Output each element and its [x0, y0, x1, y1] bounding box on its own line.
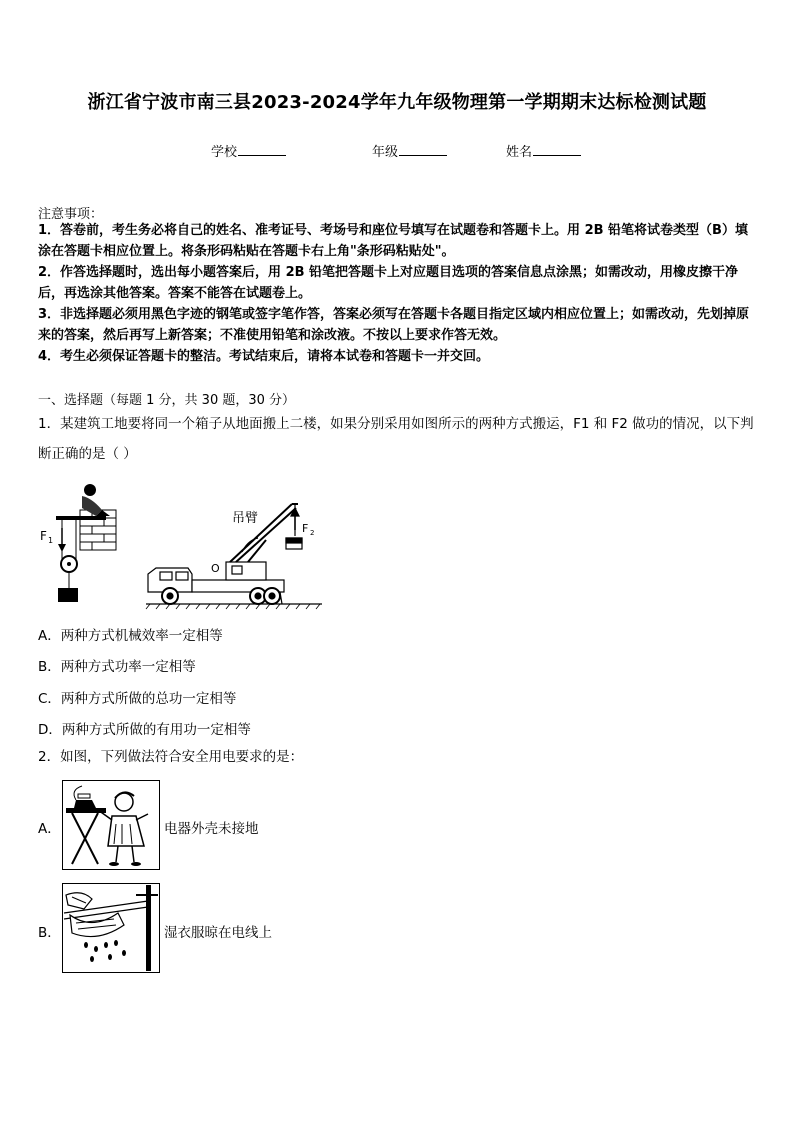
- q2-option-b-letter: B．: [38, 925, 61, 941]
- school-label: 学校: [211, 145, 238, 160]
- q1-option-a: A．两种方式机械效率一定相等: [38, 628, 223, 644]
- ironing-image: [62, 780, 160, 870]
- f1-label: F: [40, 529, 47, 543]
- q2-option-a-letter: A．: [38, 821, 61, 837]
- page-title: 浙江省宁波市南三县2023-2024学年九年级物理第一学期期末达标检测试题: [87, 92, 707, 113]
- pivot-label: O: [211, 562, 220, 575]
- note-item: 1．答卷前，考生务必将自己的姓名、准考证号、考场号和座位号填写在试题卷和答题卡上。用 2B 铅笔将试卷类型（B）填涂在答题卡相应位置上。将条形码粘贴在答题卡右上角"条形码粘贴处"。: [38, 223, 748, 259]
- section-heading: 一、选择题（每题 1 分，共 30 题，30 分）: [38, 393, 296, 408]
- wet-clothes-image: [62, 883, 160, 973]
- q1-option-c: C．两种方式所做的总功一定相等: [38, 691, 237, 707]
- school-blank: [238, 143, 286, 156]
- grade-label: 年级: [372, 145, 399, 160]
- notes-heading: 注意事项：: [38, 207, 104, 222]
- f2-label: F: [302, 522, 309, 535]
- boom-label: 吊臂: [232, 511, 259, 526]
- name-label: 姓名: [506, 145, 533, 160]
- grade-blank: [399, 143, 447, 156]
- note-item: 2．作答选择题时，选出每小题答案后，用 2B 铅笔把答题卡上对应题目选项的答案信息点涂黑；如需改动，用橡皮擦干净后，再选涂其他答案。答案不能答在试题卷上。: [38, 265, 739, 301]
- q1-option-b: B．两种方式功率一定相等: [38, 659, 196, 675]
- q1-figure: [36, 480, 326, 610]
- name-blank: [533, 143, 581, 156]
- school-field: [211, 141, 286, 160]
- q2-option-b-text: 湿衣服晾在电线上: [164, 925, 272, 941]
- name-field: [506, 141, 581, 160]
- q2-option-a-text: 电器外壳未接地: [164, 821, 259, 837]
- f2-subscript: 2: [310, 529, 315, 537]
- question-2-stem: 2．如图，下列做法符合安全用电要求的是：: [38, 749, 304, 765]
- note-item: 4．考生必须保证答题卡的整洁。考试结束后，请将本试卷和答题卡一并交回。: [38, 349, 490, 364]
- pulley-scene: [40, 484, 116, 602]
- grade-field: [372, 141, 447, 160]
- q1-option-d: D．两种方式所做的有用功一定相等: [38, 722, 251, 738]
- f1-subscript: 1: [48, 536, 54, 545]
- question-1-stem: 1．某建筑工地要将同一个箱子从地面搬上二楼，如果分别采用如图所示的两种方式搬运，F1 和 F2 做功的情况，以下判断正确的是（ ）: [38, 416, 754, 462]
- note-item: 3．非选择题必须用黑色字迹的钢笔或签字笔作答，答案必须写在答题卡各题目指定区域内相应位置上；如需改动，先划掉原来的答案，然后再写上新答案；不准使用铅笔和涂改液。不按以上要求作答无效。: [38, 307, 750, 343]
